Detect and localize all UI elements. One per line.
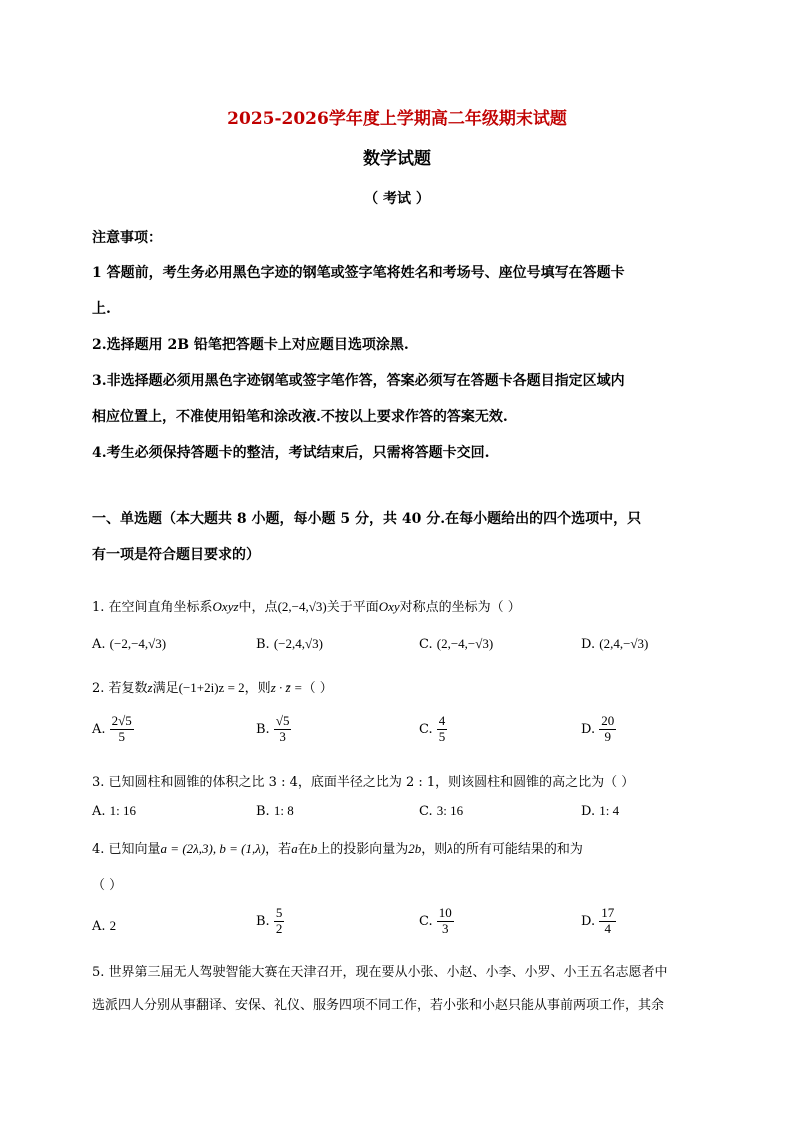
q1-option-d [581, 636, 648, 652]
fraction [110, 714, 134, 745]
q1-mid2: 关于平面 [326, 600, 379, 615]
q2-equation: (−1+2i)z = 2 [178, 680, 245, 695]
option-label: C. [419, 913, 433, 929]
option-label: A. [92, 637, 106, 652]
denominator: 9 [604, 728, 611, 744]
denominator: 3 [442, 920, 449, 936]
q2-var: z [147, 680, 153, 695]
q2-option-b [256, 714, 291, 745]
question-1 [92, 596, 521, 615]
fraction [274, 906, 285, 937]
option-text: 2 [109, 918, 117, 933]
numerator: 10 [438, 905, 452, 920]
note-item-4: 4.考生必须保持答题卡的整洁，考试结束后，只需将答题卡交回. [92, 445, 490, 461]
denominator: 5 [118, 728, 125, 744]
q4-vectors: a = (2λ,3), b = (1,λ) [160, 841, 266, 856]
exam-label: （ 考试 ） [364, 191, 430, 207]
option-label: D. [581, 721, 596, 737]
q4-lambda: λ [447, 841, 453, 856]
denominator: 5 [438, 728, 446, 744]
q1-option-a [92, 636, 166, 652]
option-label: B. [256, 913, 270, 929]
denominator: 4 [604, 920, 611, 936]
q4-option-b [256, 906, 284, 937]
option-label: D. [581, 637, 596, 652]
denominator: 3 [279, 728, 286, 744]
q4-option-a [92, 918, 116, 934]
note-item-3-line1: 3.非选择题必须用黑色字迹钢笔或签字笔作答，答案必须写在答题卡各题目指定区域内 [92, 373, 625, 389]
option-label: C. [419, 637, 433, 652]
q1-prefix: 1. 在空间直角坐标系 [92, 600, 213, 615]
subject-title: 数学试题 [363, 149, 431, 169]
q1-plane: Oxy [378, 599, 400, 614]
note-item-3-line2: 相应位置上，不准使用铅笔和涂改液.不按以上要求作答的答案无效. [92, 409, 508, 425]
option-label: B. [256, 804, 270, 819]
numerator: 4 [438, 713, 446, 728]
q1-suffix: 对称点的坐标为（ ） [399, 600, 521, 615]
option-text: 1: 16 [109, 803, 137, 818]
q1-mid1: 中，点 [238, 600, 278, 615]
q2-expr: z · z̄ = [270, 680, 303, 695]
q2-option-d [581, 714, 616, 745]
option-label: D. [581, 913, 596, 929]
option-text: (−2,4,√3) [273, 636, 323, 651]
q4-mid4: ，则 [421, 842, 448, 857]
option-text: (2,−4,−√3) [436, 636, 494, 651]
numerator: √5 [275, 713, 290, 728]
question-2 [92, 677, 333, 696]
q4-line2: （ ） [92, 878, 123, 893]
option-label: D. [581, 804, 596, 819]
q4-option-c [419, 906, 454, 937]
question-4 [92, 838, 583, 857]
fraction [599, 906, 616, 937]
q4-mid2: 在 [297, 842, 311, 857]
q4-vector-a: a [291, 841, 298, 856]
q4-projection: 2b [408, 841, 422, 856]
numerator: 17 [601, 905, 615, 920]
note-item-1-line1: 1 答题前，考生务必用黑色字迹的钢笔或签字笔将姓名和考场号、座位号填写在答题卡 [92, 265, 625, 281]
option-text: 1: 8 [273, 803, 294, 818]
numerator: 2√5 [111, 713, 132, 728]
option-label: C. [419, 721, 433, 737]
option-label: C. [419, 804, 433, 819]
q1-option-b [256, 636, 323, 652]
section1-heading-line2: 有一项是符合题目要求的） [92, 547, 260, 563]
q2-suffix: （ ） [302, 681, 333, 696]
q2-mid2: ，则 [244, 681, 271, 696]
option-label: A. [92, 721, 106, 737]
q4-suffix: 的所有可能结果的和为 [452, 842, 583, 857]
section1-heading-line1: 一、单选题（本大题共 8 小题，每小题 5 分，共 40 分.在每小题给出的四个选项中，只 [92, 511, 642, 527]
numerator: 5 [275, 905, 283, 920]
option-label: A. [92, 804, 106, 819]
option-text: 1: 4 [599, 803, 620, 818]
q3-option-b [256, 803, 294, 819]
numerator: 20 [601, 713, 615, 728]
q3-option-a [92, 803, 136, 819]
fraction [437, 906, 454, 937]
denominator: 2 [275, 920, 283, 936]
exam-title: 2025-2026学年度上学期高二年级期末试题 [227, 109, 567, 129]
q1-point: (2,−4,√3) [277, 599, 327, 614]
q4-mid1: ，若 [265, 842, 292, 857]
question-3: 3. 已知圆柱和圆锥的体积之比 3 : 4，底面半径之比为 2 : 1，则该圆柱和圆锥的高之比为（ ） [92, 775, 635, 790]
q2-option-a [92, 714, 134, 745]
q2-mid1: 满足 [152, 681, 179, 696]
option-label: B. [256, 637, 270, 652]
q2-option-c [419, 714, 447, 745]
q1-coord-system: Oxyz [212, 599, 239, 614]
option-label: A. [92, 919, 106, 934]
fraction [274, 714, 292, 745]
fraction [437, 714, 448, 745]
q4-option-d [581, 906, 616, 937]
q1-option-c [419, 636, 493, 652]
q3-option-d [581, 803, 619, 819]
q3-option-c [419, 803, 463, 819]
note-item-2: 2.选择题用 2B 铅笔把答题卡上对应题目选项涂黑. [92, 337, 409, 353]
option-label: B. [256, 721, 270, 737]
q4-vector-b: b [310, 841, 318, 856]
notes-heading: 注意事项： [92, 230, 162, 246]
q4-mid3: 上的投影向量为 [317, 842, 409, 857]
option-text: 3: 16 [436, 803, 464, 818]
q2-prefix: 2. 若复数 [92, 681, 148, 696]
question-5-line2: 选派四人分别从事翻译、安保、礼仪、服务四项不同工作，若小张和小赵只能从事前两项工作，其余 [92, 998, 665, 1013]
question-5-line1: 5. 世界第三届无人驾驶智能大赛在天津召开，现在要从小张、小赵、小李、小罗、小王五名志愿者中 [92, 965, 668, 980]
fraction [599, 714, 616, 745]
q4-prefix: 4. 已知向量 [92, 842, 161, 857]
option-text: (−2,−4,√3) [109, 636, 167, 651]
note-item-1-line2: 上. [92, 301, 111, 317]
option-text: (2,4,−√3) [599, 636, 649, 651]
